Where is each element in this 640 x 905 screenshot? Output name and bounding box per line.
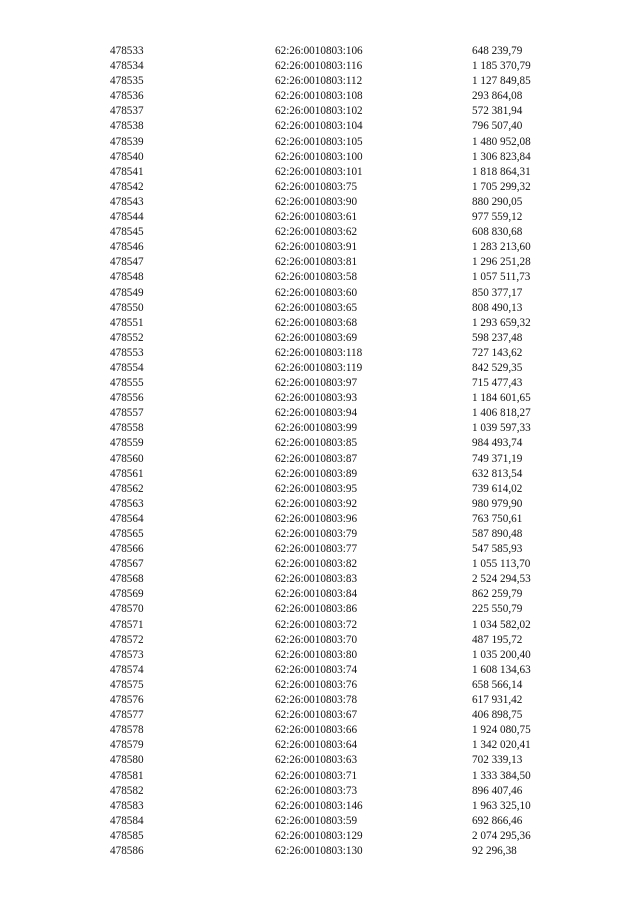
table-row bbox=[110, 406, 550, 421]
table-row bbox=[110, 135, 550, 150]
cadastral-value-cell: 293 864,08 bbox=[472, 90, 523, 103]
cadastral-number-cell: 62:26:0010803:60 bbox=[275, 286, 358, 299]
record-number-cell: 478536 bbox=[110, 90, 144, 103]
cadastral-value-cell: 842 529,35 bbox=[472, 361, 523, 374]
cadastral-number-cell: 62:26:0010803:80 bbox=[275, 648, 358, 661]
record-number-cell: 478562 bbox=[110, 482, 144, 495]
record-number-cell: 478554 bbox=[110, 361, 144, 374]
table-row bbox=[110, 633, 550, 648]
table-row bbox=[110, 829, 550, 844]
record-number-cell: 478546 bbox=[110, 241, 144, 254]
record-number-cell: 478566 bbox=[110, 543, 144, 556]
record-number-cell: 478564 bbox=[110, 512, 144, 525]
table-row bbox=[110, 572, 550, 587]
cadastral-number-cell: 62:26:0010803:67 bbox=[275, 709, 358, 722]
table-row bbox=[110, 648, 550, 663]
record-number-cell: 478565 bbox=[110, 528, 144, 540]
table-row bbox=[110, 814, 550, 829]
record-number-cell: 478537 bbox=[110, 105, 144, 118]
record-number-cell: 478570 bbox=[110, 603, 144, 616]
cadastral-number-cell: 62:26:0010803:87 bbox=[275, 452, 358, 465]
table-row bbox=[110, 738, 550, 753]
cadastral-number-cell: 62:26:0010803:146 bbox=[275, 799, 363, 812]
table-row bbox=[110, 165, 550, 180]
table-row bbox=[110, 89, 550, 104]
table-body bbox=[110, 44, 550, 859]
cadastral-number-cell: 62:26:0010803:130 bbox=[275, 844, 363, 857]
table-row bbox=[110, 436, 550, 451]
record-number-cell: 478544 bbox=[110, 211, 144, 224]
cadastral-value-cell: 598 237,48 bbox=[472, 331, 523, 344]
cadastral-number-cell: 62:26:0010803:96 bbox=[275, 512, 358, 525]
cadastral-number-cell: 62:26:0010803:95 bbox=[275, 482, 358, 495]
record-number-cell: 478556 bbox=[110, 392, 144, 405]
table-row bbox=[110, 693, 550, 708]
record-number-cell: 478533 bbox=[110, 45, 144, 57]
record-number-cell: 478553 bbox=[110, 346, 144, 359]
cadastral-value-cell: 980 979,90 bbox=[472, 497, 523, 510]
cadastral-value-cell: 225 550,79 bbox=[472, 603, 523, 616]
record-number-cell: 478571 bbox=[110, 618, 144, 631]
cadastral-number-cell: 62:26:0010803:59 bbox=[275, 814, 358, 827]
table-row bbox=[110, 467, 550, 482]
record-number-cell: 478542 bbox=[110, 180, 144, 193]
record-number-cell: 478555 bbox=[110, 377, 144, 390]
cadastral-number-cell: 62:26:0010803:82 bbox=[275, 558, 358, 571]
cadastral-value-cell: 1 818 864,31 bbox=[472, 165, 531, 178]
record-number-cell: 478547 bbox=[110, 256, 144, 269]
record-number-cell: 478563 bbox=[110, 497, 144, 510]
cadastral-value-cell: 1 034 582,02 bbox=[472, 618, 531, 631]
table-row bbox=[110, 361, 550, 376]
cadastral-value-cell: 1 342 020,41 bbox=[472, 739, 531, 752]
cadastral-value-cell: 1 333 384,50 bbox=[472, 769, 531, 782]
cadastral-number-cell: 62:26:0010803:78 bbox=[275, 694, 358, 707]
cadastral-number-cell: 62:26:0010803:100 bbox=[275, 150, 363, 163]
cadastral-value-cell: 984 493,74 bbox=[472, 437, 523, 450]
cadastral-number-cell: 62:26:0010803:86 bbox=[275, 603, 358, 616]
cadastral-value-cell: 1 306 823,84 bbox=[472, 150, 531, 163]
record-number-cell: 478541 bbox=[110, 165, 144, 178]
cadastral-number-cell: 62:26:0010803:93 bbox=[275, 392, 358, 405]
cadastral-value-cell: 850 377,17 bbox=[472, 286, 523, 299]
table-row bbox=[110, 59, 550, 74]
cadastral-value-cell: 1 039 597,33 bbox=[472, 422, 531, 435]
cadastral-number-cell: 62:26:0010803:61 bbox=[275, 211, 358, 224]
cadastral-value-table bbox=[110, 44, 550, 859]
cadastral-value-cell: 763 750,61 bbox=[472, 512, 523, 525]
table-row bbox=[110, 301, 550, 316]
record-number-cell: 478575 bbox=[110, 678, 144, 691]
table-row bbox=[110, 663, 550, 678]
table-row bbox=[110, 497, 550, 512]
cadastral-number-cell: 62:26:0010803:105 bbox=[275, 135, 363, 148]
record-number-cell: 478551 bbox=[110, 316, 144, 329]
cadastral-value-cell: 572 381,94 bbox=[472, 105, 523, 118]
cadastral-number-cell: 62:26:0010803:75 bbox=[275, 180, 358, 193]
cadastral-number-cell: 62:26:0010803:108 bbox=[275, 90, 363, 103]
cadastral-value-cell: 1 283 213,60 bbox=[472, 241, 531, 254]
cadastral-number-cell: 62:26:0010803:112 bbox=[275, 75, 363, 88]
table-row bbox=[110, 482, 550, 497]
cadastral-value-cell: 880 290,05 bbox=[472, 195, 523, 208]
cadastral-number-cell: 62:26:0010803:81 bbox=[275, 256, 358, 269]
cadastral-number-cell: 62:26:0010803:129 bbox=[275, 829, 363, 842]
table-row bbox=[110, 799, 550, 814]
cadastral-number-cell: 62:26:0010803:64 bbox=[275, 739, 358, 752]
cadastral-number-cell: 62:26:0010803:71 bbox=[275, 769, 358, 782]
record-number-cell: 478552 bbox=[110, 331, 144, 344]
record-number-cell: 478535 bbox=[110, 75, 144, 88]
cadastral-number-cell: 62:26:0010803:84 bbox=[275, 588, 358, 601]
cadastral-number-cell: 62:26:0010803:66 bbox=[275, 724, 358, 737]
cadastral-number-cell: 62:26:0010803:119 bbox=[275, 361, 363, 374]
record-number-cell: 478534 bbox=[110, 60, 144, 73]
cadastral-number-cell: 62:26:0010803:85 bbox=[275, 437, 358, 450]
cadastral-value-cell: 2 524 294,53 bbox=[472, 573, 531, 586]
record-number-cell: 478568 bbox=[110, 573, 144, 586]
cadastral-value-cell: 702 339,13 bbox=[472, 754, 523, 767]
table-row bbox=[110, 119, 550, 134]
record-number-cell: 478567 bbox=[110, 558, 144, 571]
cadastral-number-cell: 62:26:0010803:73 bbox=[275, 784, 358, 797]
cadastral-value-cell: 1 185 370,79 bbox=[472, 60, 531, 73]
table-row bbox=[110, 542, 550, 557]
cadastral-value-cell: 749 371,19 bbox=[472, 452, 523, 465]
record-number-cell: 478576 bbox=[110, 694, 144, 707]
table-row bbox=[110, 452, 550, 467]
table-row bbox=[110, 255, 550, 270]
cadastral-value-cell: 1 035 200,40 bbox=[472, 648, 531, 661]
table-row bbox=[110, 753, 550, 768]
cadastral-value-cell: 608 830,68 bbox=[472, 226, 523, 239]
table-row bbox=[110, 557, 550, 572]
cadastral-value-cell: 715 477,43 bbox=[472, 377, 523, 390]
table-row bbox=[110, 240, 550, 255]
cadastral-number-cell: 62:26:0010803:72 bbox=[275, 618, 358, 631]
record-number-cell: 478550 bbox=[110, 301, 144, 314]
cadastral-number-cell: 62:26:0010803:104 bbox=[275, 120, 363, 133]
cadastral-number-cell: 62:26:0010803:70 bbox=[275, 633, 358, 646]
cadastral-number-cell: 62:26:0010803:69 bbox=[275, 331, 358, 344]
table-row bbox=[110, 150, 550, 165]
cadastral-number-cell: 62:26:0010803:68 bbox=[275, 316, 358, 329]
record-number-cell: 478538 bbox=[110, 120, 144, 133]
record-number-cell: 478569 bbox=[110, 588, 144, 601]
cadastral-value-cell: 648 239,79 bbox=[472, 45, 523, 57]
table-row bbox=[110, 316, 550, 331]
record-number-cell: 478545 bbox=[110, 226, 144, 239]
table-row bbox=[110, 74, 550, 89]
table-row bbox=[110, 210, 550, 225]
cadastral-number-cell: 62:26:0010803:62 bbox=[275, 226, 358, 239]
cadastral-number-cell: 62:26:0010803:77 bbox=[275, 543, 358, 556]
table-row bbox=[110, 180, 550, 195]
record-number-cell: 478580 bbox=[110, 754, 144, 767]
record-number-cell: 478557 bbox=[110, 407, 144, 420]
record-number-cell: 478584 bbox=[110, 814, 144, 827]
cadastral-value-cell: 1 963 325,10 bbox=[472, 799, 531, 812]
cadastral-number-cell: 62:26:0010803:90 bbox=[275, 195, 358, 208]
cadastral-value-cell: 587 890,48 bbox=[472, 528, 523, 540]
cadastral-value-cell: 487 195,72 bbox=[472, 633, 523, 646]
record-number-cell: 478561 bbox=[110, 467, 144, 480]
cadastral-value-cell: 1 480 952,08 bbox=[472, 135, 531, 148]
record-number-cell: 478579 bbox=[110, 739, 144, 752]
table-row bbox=[110, 512, 550, 527]
table-row bbox=[110, 391, 550, 406]
cadastral-value-cell: 796 507,40 bbox=[472, 120, 523, 133]
record-number-cell: 478586 bbox=[110, 844, 144, 857]
record-number-cell: 478539 bbox=[110, 135, 144, 148]
table-row bbox=[110, 527, 550, 542]
cadastral-value-cell: 1 293 659,32 bbox=[472, 316, 531, 329]
cadastral-number-cell: 62:26:0010803:83 bbox=[275, 573, 358, 586]
table-row bbox=[110, 331, 550, 346]
table-row bbox=[110, 618, 550, 633]
cadastral-value-cell: 547 585,93 bbox=[472, 543, 523, 556]
cadastral-value-cell: 896 407,46 bbox=[472, 784, 523, 797]
cadastral-value-cell: 692 866,46 bbox=[472, 814, 523, 827]
cadastral-number-cell: 62:26:0010803:92 bbox=[275, 497, 358, 510]
cadastral-number-cell: 62:26:0010803:63 bbox=[275, 754, 358, 767]
cadastral-number-cell: 62:26:0010803:74 bbox=[275, 663, 358, 676]
cadastral-number-cell: 62:26:0010803:65 bbox=[275, 301, 358, 314]
table-row bbox=[110, 678, 550, 693]
table-row bbox=[110, 286, 550, 301]
cadastral-number-cell: 62:26:0010803:58 bbox=[275, 271, 358, 284]
cadastral-value-cell: 862 259,79 bbox=[472, 588, 523, 601]
cadastral-value-cell: 617 931,42 bbox=[472, 694, 523, 707]
record-number-cell: 478540 bbox=[110, 150, 144, 163]
table-row bbox=[110, 708, 550, 723]
record-number-cell: 478583 bbox=[110, 799, 144, 812]
cadastral-value-cell: 1 127 849,85 bbox=[472, 75, 531, 88]
record-number-cell: 478558 bbox=[110, 422, 144, 435]
cadastral-value-cell: 1 055 113,70 bbox=[472, 558, 531, 571]
cadastral-number-cell: 62:26:0010803:89 bbox=[275, 467, 358, 480]
cadastral-value-cell: 739 614,02 bbox=[472, 482, 523, 495]
cadastral-value-cell: 1 705 299,32 bbox=[472, 180, 531, 193]
table-row bbox=[110, 587, 550, 602]
record-number-cell: 478582 bbox=[110, 784, 144, 797]
cadastral-value-cell: 658 566,14 bbox=[472, 678, 523, 691]
table-row bbox=[110, 195, 550, 210]
record-number-cell: 478573 bbox=[110, 648, 144, 661]
cadastral-value-cell: 1 406 818,27 bbox=[472, 407, 531, 420]
cadastral-value-cell: 977 559,12 bbox=[472, 211, 523, 224]
cadastral-value-cell: 1 608 134,63 bbox=[472, 663, 531, 676]
table-row bbox=[110, 270, 550, 285]
cadastral-number-cell: 62:26:0010803:79 bbox=[275, 528, 358, 540]
cadastral-value-cell: 1 057 511,73 bbox=[472, 271, 531, 284]
record-number-cell: 478585 bbox=[110, 829, 144, 842]
table-row bbox=[110, 844, 550, 859]
cadastral-value-cell: 727 143,62 bbox=[472, 346, 523, 359]
table-row bbox=[110, 784, 550, 799]
cadastral-number-cell: 62:26:0010803:116 bbox=[275, 60, 363, 73]
record-number-cell: 478578 bbox=[110, 724, 144, 737]
table-row bbox=[110, 723, 550, 738]
table-row bbox=[110, 104, 550, 119]
cadastral-value-cell: 406 898,75 bbox=[472, 709, 523, 722]
cadastral-number-cell: 62:26:0010803:91 bbox=[275, 241, 358, 254]
table-row bbox=[110, 376, 550, 391]
record-number-cell: 478577 bbox=[110, 709, 144, 722]
cadastral-number-cell: 62:26:0010803:99 bbox=[275, 422, 358, 435]
table-row bbox=[110, 421, 550, 436]
table-row bbox=[110, 346, 550, 361]
cadastral-number-cell: 62:26:0010803:118 bbox=[275, 346, 363, 359]
record-number-cell: 478559 bbox=[110, 437, 144, 450]
record-number-cell: 478548 bbox=[110, 271, 144, 284]
cadastral-number-cell: 62:26:0010803:76 bbox=[275, 678, 358, 691]
record-number-cell: 478543 bbox=[110, 195, 144, 208]
cadastral-value-cell: 1 184 601,65 bbox=[472, 392, 531, 405]
cadastral-number-cell: 62:26:0010803:102 bbox=[275, 105, 363, 118]
record-number-cell: 478572 bbox=[110, 633, 144, 646]
record-number-cell: 478549 bbox=[110, 286, 144, 299]
record-number-cell: 478581 bbox=[110, 769, 144, 782]
cadastral-number-cell: 62:26:0010803:97 bbox=[275, 377, 358, 390]
cadastral-value-cell: 1 924 080,75 bbox=[472, 724, 531, 737]
record-number-cell: 478574 bbox=[110, 663, 144, 676]
cadastral-value-cell: 808 490,13 bbox=[472, 301, 523, 314]
cadastral-value-cell: 1 296 251,28 bbox=[472, 256, 531, 269]
cadastral-value-cell: 2 074 295,36 bbox=[472, 829, 531, 842]
table-row bbox=[110, 602, 550, 617]
cadastral-number-cell: 62:26:0010803:106 bbox=[275, 45, 363, 57]
cadastral-value-cell: 632 813,54 bbox=[472, 467, 523, 480]
table-row bbox=[110, 769, 550, 784]
table-row bbox=[110, 44, 550, 59]
cadastral-number-cell: 62:26:0010803:101 bbox=[275, 165, 363, 178]
cadastral-value-cell: 92 296,38 bbox=[472, 844, 517, 857]
table-row bbox=[110, 225, 550, 240]
record-number-cell: 478560 bbox=[110, 452, 144, 465]
cadastral-number-cell: 62:26:0010803:94 bbox=[275, 407, 358, 420]
